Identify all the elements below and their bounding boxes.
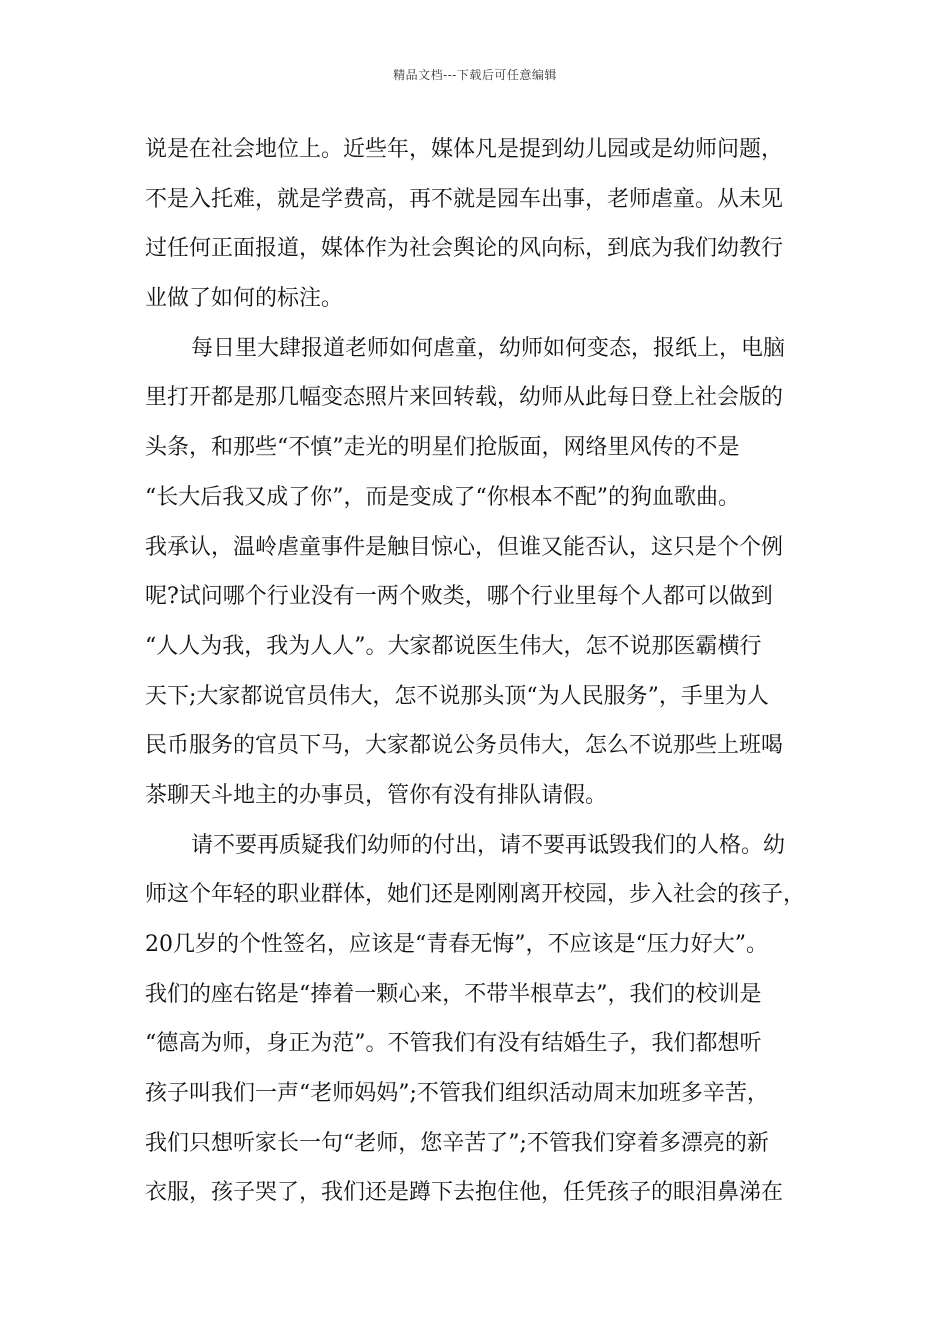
text-line: 里打开都是那几幅变态照片来回转载，幼师从此每日登上社会版的 — [145, 385, 784, 411]
text-line: 呢?试问哪个行业没有一两个败类，哪个行业里每个人都可以做到 — [145, 584, 773, 610]
text-line: 天下;大家都说官员伟大，怎不说那头顶“为人民服务”，手里为人 — [145, 683, 769, 709]
text-line: 我们的座右铭是“捧着一颗心来，不带半根草去”，我们的校训是 — [145, 981, 762, 1007]
text-line: 衣服，孩子哭了，我们还是蹲下去抱住他，任凭孩子的眼泪鼻涕在 — [145, 1180, 784, 1206]
text-line: 过任何正面报道，媒体作为社会舆论的风向标，到底为我们幼教行 — [145, 236, 784, 262]
text-line: 说是在社会地位上。近些年，媒体凡是提到幼儿园或是幼师问题， — [145, 137, 784, 162]
text-line: 民币服务的官员下马，大家都说公务员伟大，怎么不说那些上班喝 — [145, 733, 784, 759]
text-line: 孩子叫我们一声“老师妈妈”;不管我们组织活动周末加班多辛苦， — [145, 1081, 769, 1107]
text-line: 茶聊天斗地主的办事员，管你有没有排队请假。 — [145, 782, 608, 808]
text-line: “长大后我又成了你”，而是变成了“你根本不配”的狗血歌曲。 — [145, 484, 740, 510]
text-line: “德高为师，身正为范”。不管我们有没有结婚生子，我们都想听 — [145, 1031, 762, 1057]
text-line: 头条，和那些“不慎”走光的明星们抢版面，网络里风传的不是 — [145, 435, 740, 461]
paragraph-first-line: 请不要再质疑我们幼师的付出，请不要再诋毁我们的人格。幼 — [191, 832, 786, 858]
text-line: 不是入托难，就是学费高，再不就是园车出事，老师虐童。从未见 — [145, 186, 784, 212]
paragraph-first-line: 每日里大肆报道老师如何虐童，幼师如何变态，报纸上，电脑 — [191, 335, 786, 361]
document-body — [145, 132, 825, 1225]
text-line: 20几岁的个性签名，应该是“青春无悔”，不应该是“压力好大”。 — [145, 932, 768, 957]
text-line: “人人为我，我为人人”。大家都说医生伟大，怎不说那医霸横行 — [145, 633, 762, 659]
text-line: 我承认，温岭虐童事件是触目惊心，但谁又能否认，这只是个个例 — [145, 534, 784, 560]
text-line: 业做了如何的标注。 — [145, 286, 344, 312]
page-header: 精品文档---下载后可任意编辑 — [393, 68, 557, 82]
text-line: 我们只想听家长一句“老师，您辛苦了”;不管我们穿着多漂亮的新 — [145, 1130, 769, 1156]
text-line: 师这个年轻的职业群体，她们还是刚刚离开校园，步入社会的孩子， — [145, 882, 806, 908]
